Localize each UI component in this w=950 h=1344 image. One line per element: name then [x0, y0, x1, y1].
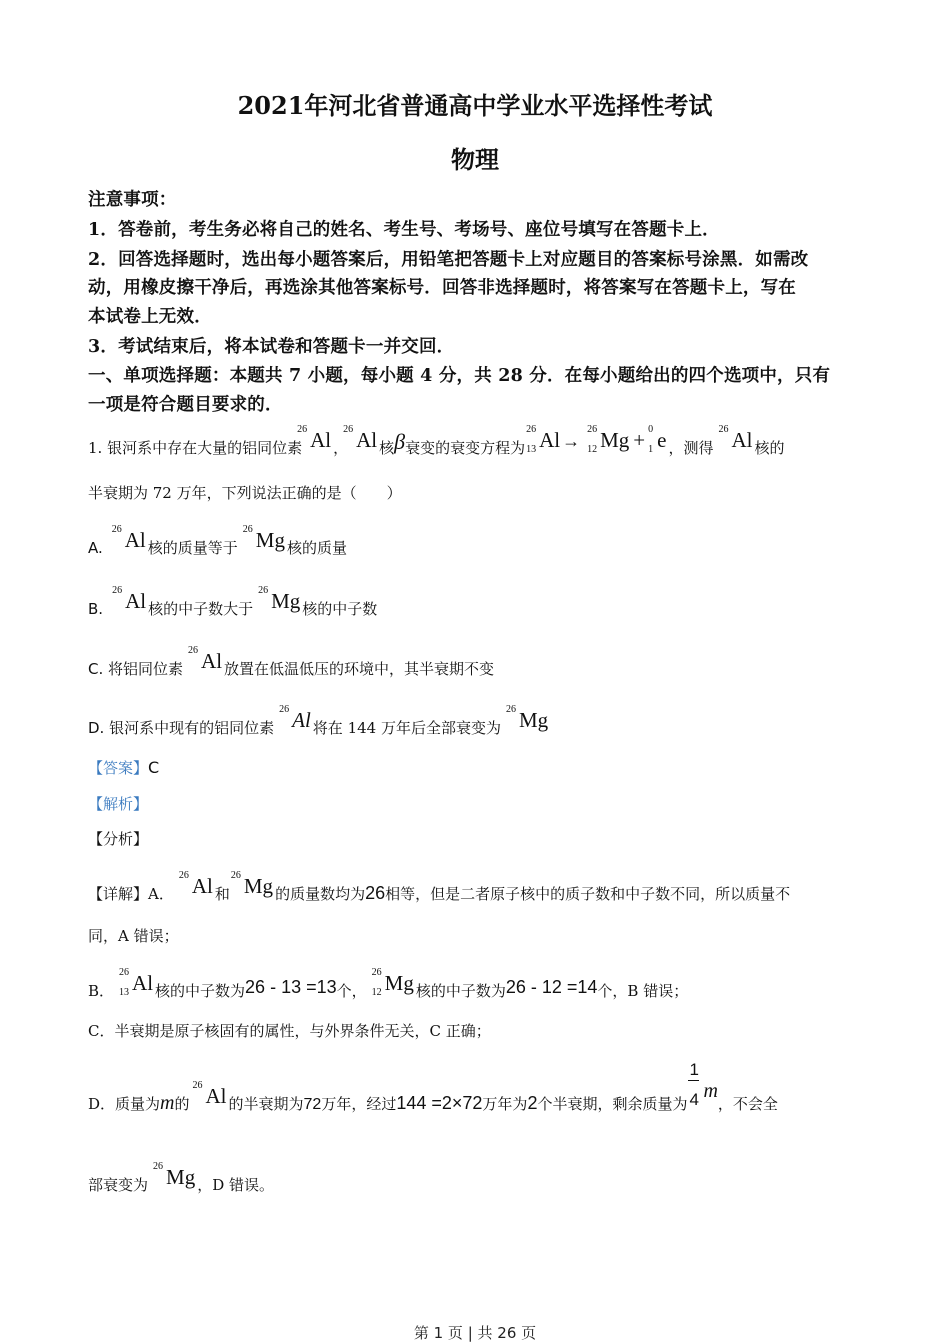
notice-line-1: 1．答卷前，考生务必将自己的姓名、考生号、考场号、座位号填写在答题卡上．	[88, 220, 720, 240]
decay-equation-al: 26 13 Al	[526, 424, 561, 455]
answer-label: 【答案】	[88, 759, 149, 777]
exam-title: 2021年河北省普通高中学业水平选择性考试	[237, 91, 713, 120]
detail-a-line-1: 【详解】A． 26 Al 和 26 Mg 的质量数均为26相等，但是二者原子核中的质子数和中子数不同，所以质量不	[88, 870, 791, 903]
detail-d-line-1: D．质量为m的 26 Al 的半衰期为72万年，经过144 =2×72万年为2个半衰期，剩余质量为 $\frac{1}{4}$ m，不会全	[88, 1060, 778, 1114]
nuclide-al26: 26 Al	[343, 424, 378, 452]
question-1-stem-line-1: 1. 银河系中存在大量的铝同位素 26 Al ， 26 Al 核β衰变的衰变方程为 26 13 Al → 26 12 Mg + 0 1 e ，测得 26 Al 核的	[88, 424, 785, 457]
answer-value: C	[148, 758, 160, 777]
detail-b-line: B． 26 13 Al 核的中子数为26 - 13 =13个， 26 12 Mg 核的中子数为26 - 12 =14个，B 错误；	[88, 967, 689, 1000]
notice-line-2: 2．回答选择题时，选出每小题答案后，用铅笔把答题卡上对应题目的答案标号涂黑．如需改	[88, 250, 809, 270]
option-a[interactable]: A. 26 Al 核的质量等于 26 Mg 核的质量	[88, 524, 347, 557]
notice-line-3: 动，用橡皮擦干净后，再选涂其他答案标号．回答非选择题时，将答案写在答题卡上，写在	[88, 278, 796, 298]
page-footer: 第 1 页 | 共 26 页	[413, 1324, 537, 1342]
option-c[interactable]: C. 将铝同位素 26 Al 放置在低温低压的环境中，其半衰期不变	[88, 645, 495, 678]
arrow-symbol: →	[562, 431, 581, 451]
notice-line-5: 3．考试结束后，将本试卷和答题卡一并交回．	[88, 337, 455, 357]
answer-row	[88, 757, 159, 778]
notice-line-4: 本试卷上无效．	[88, 307, 212, 327]
section-heading-line-1: 一、单项选择题：本题共 7 小题，每小题 4 分，共 28 分．在每小题给出的四个选项中，只有	[88, 366, 831, 386]
exam-subject: 物理	[451, 145, 499, 174]
decay-equation-mg: 26 12 Mg	[587, 424, 630, 455]
notice-heading: 注意事项：	[88, 190, 177, 210]
fenxi-label: 【分析】	[88, 830, 149, 848]
detail-c-line: C．半衰期是原子核固有的属性，与外界条件无关，C 正确；	[88, 1022, 491, 1040]
fraction-one-quarter: $\frac{1}{4}$	[689, 1060, 699, 1109]
nuclide-al26: 26 Al	[718, 424, 753, 452]
detail-d-line-2: 部衰变为 26 Mg ，D 错误。	[88, 1161, 274, 1194]
detail-a-line-2: 同，A 错误；	[88, 927, 179, 945]
section-heading-line-2: 一项是符合题目要求的．	[88, 395, 283, 415]
beta-symbol: β	[394, 429, 406, 454]
analysis-label: 【解析】	[88, 795, 149, 813]
option-d[interactable]: D. 银河系中现有的铝同位素 26 Al 将在 144 万年后全部衰变为 26 Mg	[88, 704, 549, 737]
option-b[interactable]: B. 26 Al 核的中子数大于 26 Mg 核的中子数	[88, 585, 378, 618]
question-1-stem-line-2: 半衰期为 72 万年，下列说法正确的是（ ）	[88, 484, 402, 502]
positron: 0 1 e	[648, 424, 667, 455]
nuclide-al26: 26 Al	[297, 424, 332, 452]
